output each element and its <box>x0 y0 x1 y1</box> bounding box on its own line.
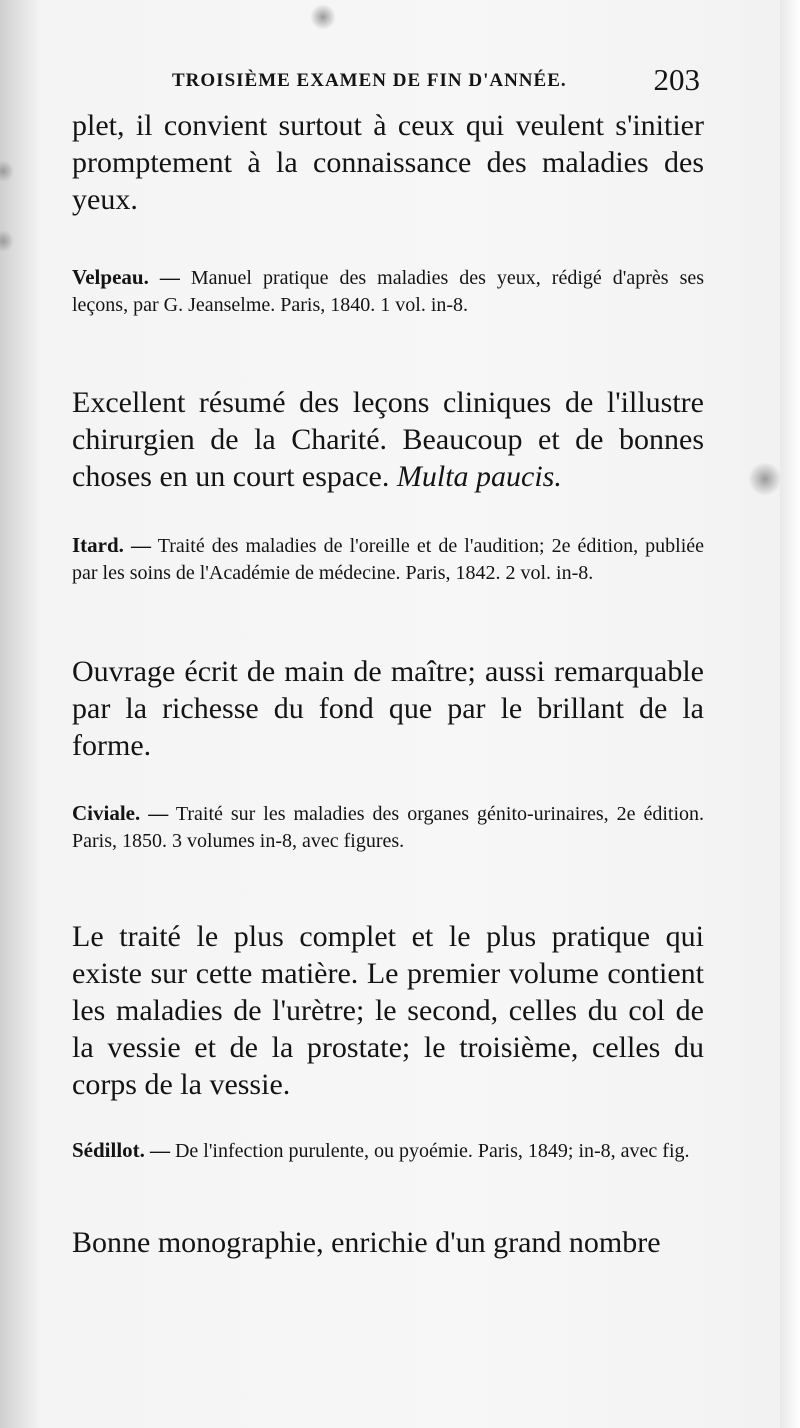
entry-author: Itard. <box>72 533 124 557</box>
commentary-itard: Ouvrage écrit de main de maître; aussi remarquable par la richesse du fond que par le brillant de la forme. <box>72 655 704 762</box>
bibliography-entry-velpeau <box>72 264 704 319</box>
commentary-civiale: Le traité le plus complet et le plus pratique qui existe sur cette matière. Le premier volume contient les maladies de l'urètre; le second, celles du col de la vessie et de la prostate; le troisième, celles du corps de la vessie. <box>72 920 704 1101</box>
entry-author: Civiale. <box>72 801 141 825</box>
entry-dash: — <box>148 803 169 825</box>
entry-dash: — <box>130 535 151 557</box>
running-title: TROISIÈME EXAMEN DE FIN D'ANNÉE. <box>172 70 567 91</box>
ink-blot <box>0 230 14 252</box>
entry-text: De l'infection purulente, ou pyoémie. Paris, 1849; in-8, avec fig. <box>174 1140 690 1162</box>
entry-author: Sédillot. <box>72 1138 145 1162</box>
entry-text: Manuel pratique des maladies des yeux, rédigé d'après ses leçons, par G. Jeanselme. Paris, 1840. 1 vol. in-8. <box>72 267 705 316</box>
ink-blot <box>310 4 336 30</box>
bibliography-entry-civiale <box>72 800 704 855</box>
entry-author: Velpeau. <box>72 265 149 289</box>
page-edge <box>780 0 800 1428</box>
entry-text: Traité sur les maladies des organes génito-urinaires, 2e édition. Paris, 1850. 3 volumes in-8, avec figures. <box>72 803 705 852</box>
bibliography-entry-itard <box>72 532 704 587</box>
commentary-italic: Multa paucis. <box>396 460 562 493</box>
ink-blot <box>748 462 782 496</box>
page-number: 203 <box>653 62 700 97</box>
entry-dash: — <box>149 1140 170 1162</box>
commentary-velpeau <box>72 384 704 495</box>
paragraph-continuation: plet, il convient surtout à ceux qui veulent s'initier promptement à la connaissance des maladies des yeux. <box>72 109 704 216</box>
bibliography-entry-sedillot <box>72 1137 704 1165</box>
commentary-text: Excellent résumé des leçons cliniques de l'illustre chirurgien de la Charité. Beaucoup et de bonnes choses en un court espace. <box>72 386 704 493</box>
commentary-sedillot: Bonne monographie, enrichie d'un grand nombre <box>72 1226 661 1259</box>
entry-text: Traité des maladies de l'oreille et de l'audition; 2e édition, publiée par les soins de l'Académie de médecine. Paris, 1842. 2 vol. in-8. <box>72 535 705 584</box>
entry-dash: — <box>159 267 180 289</box>
ink-blot <box>0 160 14 182</box>
page-header <box>160 62 700 102</box>
